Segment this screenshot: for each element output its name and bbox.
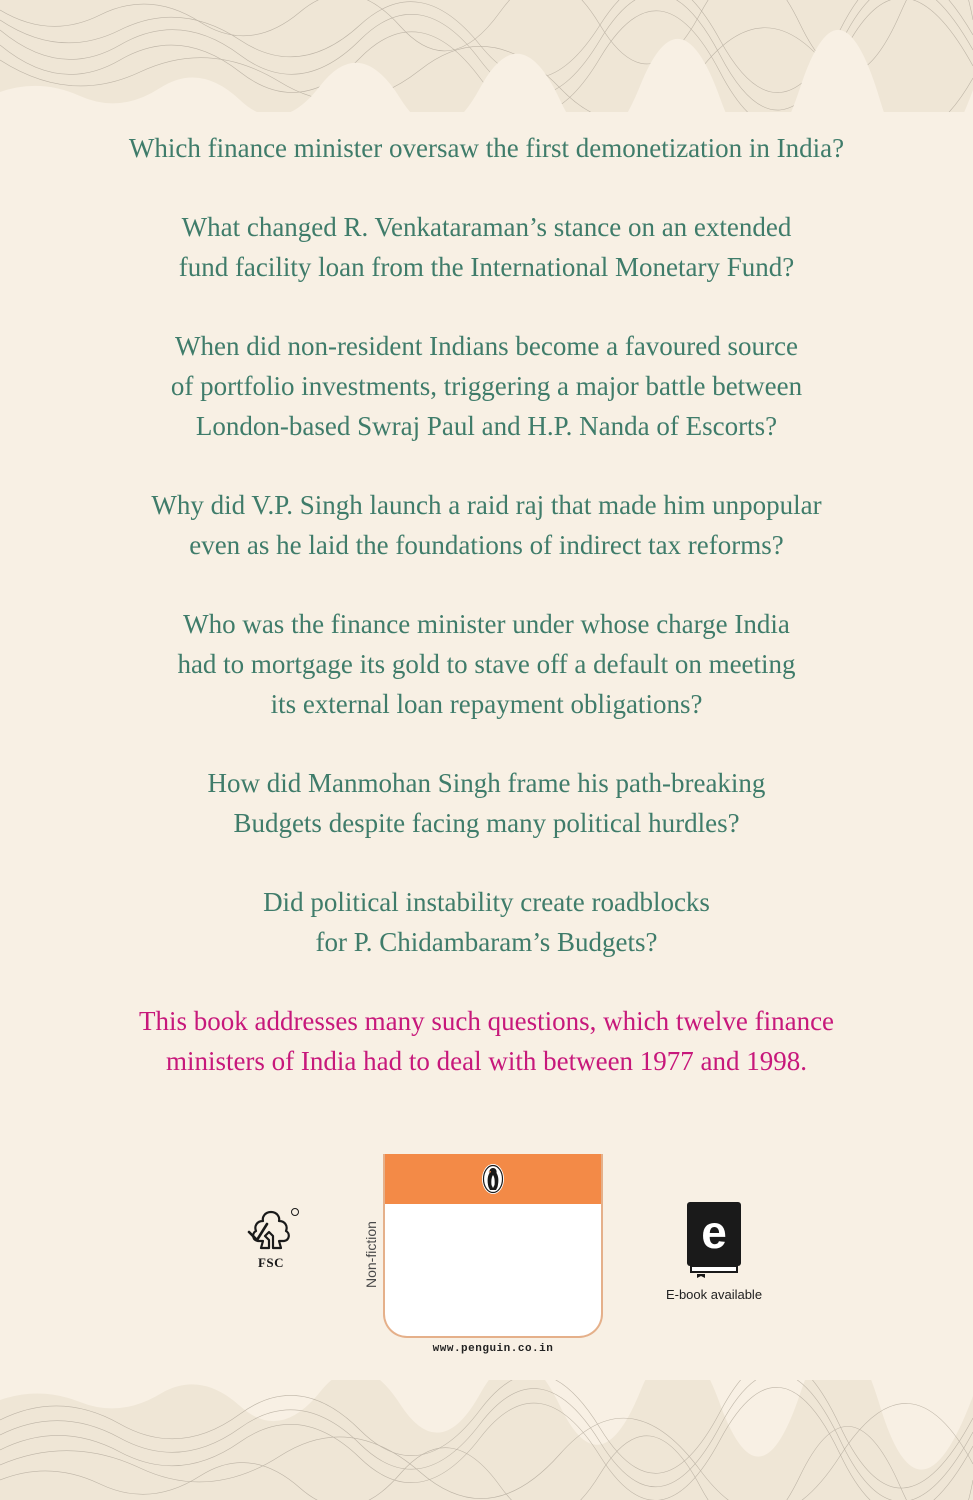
- ebook-label: E-book available: [665, 1287, 763, 1302]
- question-line: fund facility loan from the International Monetary Fund?: [178, 252, 795, 282]
- penguin-orange-band: [385, 1154, 601, 1204]
- question-line: Why did V.P. Singh launch a raid raj that made him unpopular: [151, 490, 822, 520]
- fsc-logo: [240, 1206, 302, 1271]
- tree-check-icon: [243, 1206, 299, 1252]
- tagline-line: This book addresses many such questions, which twelve finance: [138, 1006, 835, 1036]
- question-line: Who was the finance minister under whose charge India: [183, 609, 790, 639]
- question-line: When did non-resident Indians become a favoured source: [174, 331, 799, 361]
- question-3: [60, 326, 913, 446]
- question-line: had to mortgage its gold to stave off a default on meeting: [177, 649, 796, 679]
- ebook-letter: e: [701, 1206, 727, 1258]
- question-line: Did political instability create roadblocks: [263, 887, 710, 917]
- question-line: of portfolio investments, triggering a major battle between: [170, 371, 803, 401]
- tagline-line: ministers of India had to deal with between 1977 and 1998.: [165, 1046, 808, 1076]
- question-7: [60, 882, 913, 962]
- fsc-label: FSC: [257, 1255, 285, 1270]
- question-6: [60, 763, 913, 843]
- bottom-guilloche-border: [0, 1380, 973, 1500]
- question-line: Budgets despite facing many political hurdles?: [233, 808, 740, 838]
- question-1: [60, 128, 913, 168]
- tagline: [60, 1001, 913, 1081]
- penguin-barcode-card: [383, 1154, 603, 1338]
- question-line: even as he laid the foundations of indirect tax reforms?: [189, 530, 784, 560]
- ebook-badge: [655, 1200, 773, 1302]
- question-line: Which finance minister oversaw the first demonetization in India?: [128, 133, 845, 163]
- question-line: its external loan repayment obligations?: [270, 689, 703, 719]
- penguin-logo-icon: [481, 1163, 505, 1195]
- top-guilloche-border: [0, 0, 973, 112]
- question-line: London-based Swraj Paul and H.P. Nanda of Escorts?: [195, 411, 778, 441]
- question-5: [60, 604, 913, 724]
- question-line: How did Manmohan Singh frame his path-breaking: [207, 768, 766, 798]
- question-line: for P. Chidambaram’s Budgets?: [315, 927, 658, 957]
- ebook-icon: [685, 1200, 743, 1278]
- category-label: Non-fiction: [363, 1221, 379, 1288]
- publisher-website: www.penguin.co.in: [432, 1343, 554, 1355]
- question-4: [60, 485, 913, 565]
- question-line: What changed R. Venkataraman’s stance on an extended: [181, 212, 792, 242]
- question-2: [60, 207, 913, 287]
- question-list: [60, 128, 913, 1081]
